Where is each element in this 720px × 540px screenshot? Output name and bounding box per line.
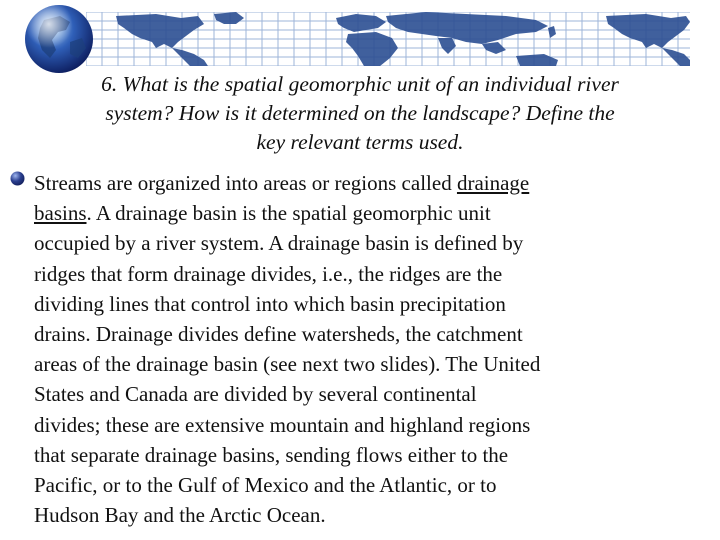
title-line: 6. What is the spatial geomorphic unit of an individual river xyxy=(101,72,619,96)
text-line: dividing lines that control into which basin precipitation xyxy=(34,291,506,316)
globe-icon xyxy=(22,2,96,76)
text-line: Hudson Bay and the Arctic Ocean. xyxy=(34,503,326,528)
term-basins: basins xyxy=(34,201,87,226)
text-line xyxy=(34,168,714,198)
text-segment: Streams are organized into areas or regions called xyxy=(34,171,457,195)
text-line xyxy=(34,198,714,228)
title-line: system? How is it determined on the landscape? Define the xyxy=(105,101,615,125)
text-line: that separate drainage basins, sending flows either to the xyxy=(34,442,509,467)
bullet-text xyxy=(34,168,714,530)
text-line: divides; these are extensive mountain and highland regions xyxy=(34,412,531,437)
world-map-icon xyxy=(86,12,690,66)
text-line: occupied by a river system. A drainage basin is defined by xyxy=(34,231,524,256)
text-segment: . A drainage basin is the spatial geomorphic unit xyxy=(86,201,491,226)
text-line: Pacific, or to the Gulf of Mexico and the Atlantic, or to xyxy=(34,473,497,498)
text-line: areas of the drainage basin (see next two slides). The United xyxy=(34,352,541,377)
slide-title xyxy=(10,70,710,157)
title-line: key relevant terms used. xyxy=(256,130,464,154)
text-line: drains. Drainage divides define watersheds, the catchment xyxy=(34,322,523,347)
header-banner xyxy=(0,0,720,66)
term-drainage: drainage xyxy=(456,171,530,195)
text-line: States and Canada are divided by several continental xyxy=(34,382,477,407)
bullet-icon xyxy=(10,171,25,186)
text-line: ridges that form drainage divides, i.e., the ridges are the xyxy=(34,261,503,286)
